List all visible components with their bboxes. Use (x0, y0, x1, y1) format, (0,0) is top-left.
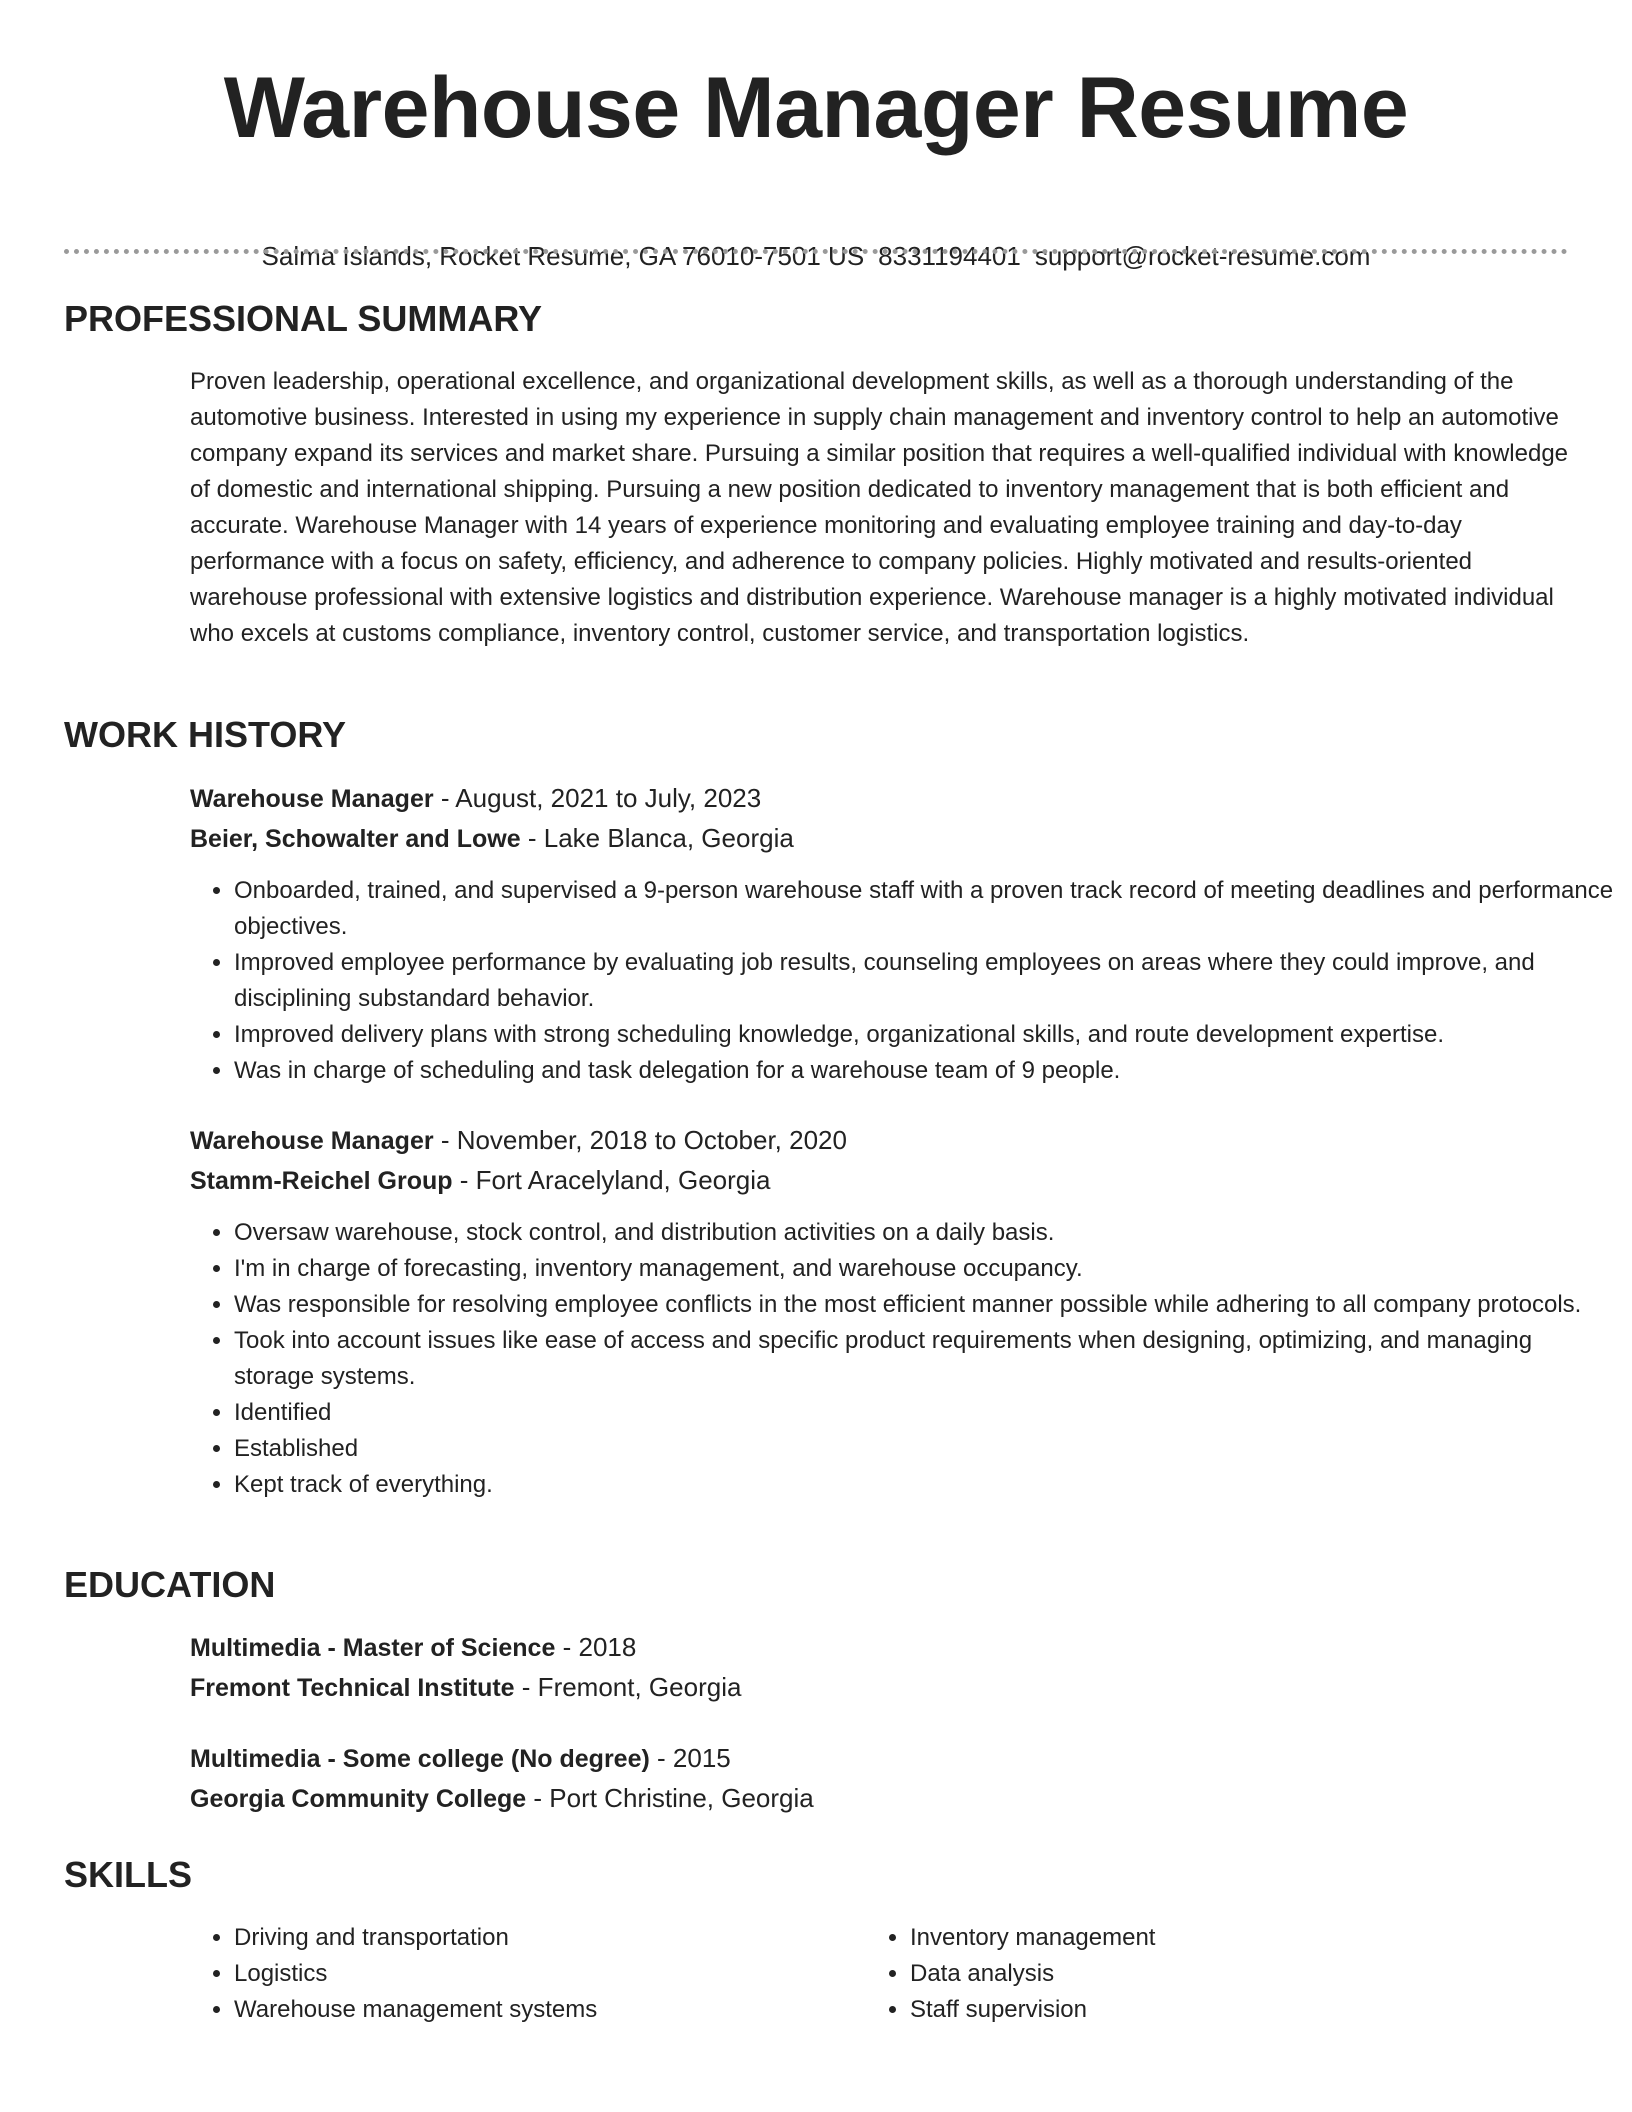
education-year: - 2015 (649, 1743, 731, 1773)
skills-list-right (866, 1920, 1510, 2028)
education-school-line (190, 1669, 741, 1706)
contact-line (64, 238, 1568, 274)
contact-phone: 8331194401 (878, 241, 1021, 271)
list-item: • Warehouse management systems (234, 1992, 834, 2028)
list-item: • Improved delivery plans with strong scheduling knowledge, organizational skills, and route development expertise. (234, 1017, 1614, 1053)
education-degree-line (190, 1629, 636, 1666)
job-company-line (190, 1162, 770, 1199)
education-degree: Multimedia - Master of Science (190, 1634, 556, 1662)
education-degree: Multimedia - Some college (No degree) (190, 1745, 650, 1773)
list-item: • I'm in charge of forecasting, inventory management, and warehouse occupancy. (234, 1251, 1614, 1287)
education-school: Fremont Technical Institute (190, 1674, 515, 1702)
list-item: • Improved employee performance by evaluating job results, counseling employees on areas where they could improve, and disciplining substandard behavior. (234, 945, 1614, 1017)
education-degree-line (190, 1740, 731, 1777)
summary-text: Proven leadership, operational excellence, and organizational development skills, as well as a thorough understanding of the automotive business. Interested in using my experience in supply chain management and inventory control to help an automotive company expand its services and market share. Pursuing a similar position that requires a well-qualified individual with knowledge of domestic and international shipping. Pursuing a new position dedicated to inventory management that is both efficient and accurate. Warehouse Manager with 14 years of experience monitoring and evaluating employee training and day-to-day performance with a focus on safety, efficiency, and adherence to company policies. Highly motivated and results-oriented warehouse professional with extensive logistics and distribution experience. Warehouse manager is a highly motivated individual who excels at customs compliance, inventory control, customer service, and transportation logistics. (190, 368, 1569, 647)
job-title-line (190, 780, 761, 817)
list-item: • Onboarded, trained, and supervised a 9-person warehouse staff with a proven track record of meeting deadlines and performance objectives. (234, 873, 1614, 945)
list-item: • Took into account issues like ease of access and specific product requirements when designing, optimizing, and managing storage systems. (234, 1323, 1614, 1395)
education-school-line (190, 1780, 814, 1817)
job-duties-list (190, 1215, 1614, 1503)
skills-list-left (190, 1920, 834, 2028)
list-item: • Identified (234, 1395, 1614, 1431)
job-title-line (190, 1122, 847, 1159)
job-location: - Fort Aracelyland, Georgia (452, 1165, 771, 1195)
skills-heading: SKILLS (64, 1854, 193, 1895)
page-title: Warehouse Manager Resume (223, 60, 1409, 156)
list-item: • Inventory management (910, 1920, 1510, 1956)
education-location: - Port Christine, Georgia (526, 1783, 814, 1813)
contact-address: Salma Islands, Rocket Resume, GA 76010-7501 US (261, 241, 865, 271)
job-title: Warehouse Manager (190, 785, 434, 813)
education-year: - 2018 (555, 1632, 637, 1662)
summary-heading: PROFESSIONAL SUMMARY (64, 298, 543, 339)
list-item: • Staff supervision (910, 1992, 1510, 2028)
job-dates: - November, 2018 to October, 2020 (433, 1125, 847, 1155)
list-item: • Established (234, 1431, 1614, 1467)
list-item: • Kept track of everything. (234, 1467, 1614, 1503)
education-location: - Fremont, Georgia (514, 1672, 742, 1702)
list-item: • Oversaw warehouse, stock control, and distribution activities on a daily basis. (234, 1215, 1614, 1251)
list-item: • Was in charge of scheduling and task delegation for a warehouse team of 9 people. (234, 1053, 1614, 1089)
job-duties-list (190, 873, 1614, 1089)
list-item: • Driving and transportation (234, 1920, 834, 1956)
job-company-line (190, 820, 794, 857)
work-history-heading: WORK HISTORY (64, 714, 347, 755)
header-divider (64, 249, 1568, 254)
job-dates: - August, 2021 to July, 2023 (433, 783, 762, 813)
job-location: - Lake Blanca, Georgia (520, 823, 794, 853)
education-heading: EDUCATION (64, 1564, 276, 1605)
education-school: Georgia Community College (190, 1785, 527, 1813)
job-company: Stamm-Reichel Group (190, 1167, 453, 1195)
job-title: Warehouse Manager (190, 1127, 434, 1155)
list-item: • Logistics (234, 1956, 834, 1992)
list-item: • Data analysis (910, 1956, 1510, 1992)
list-item: • Was responsible for resolving employee conflicts in the most efficient manner possible while adhering to all company protocols. (234, 1287, 1614, 1323)
job-company: Beier, Schowalter and Lowe (190, 825, 521, 853)
contact-email: support@rocket-resume.com (1034, 241, 1371, 271)
